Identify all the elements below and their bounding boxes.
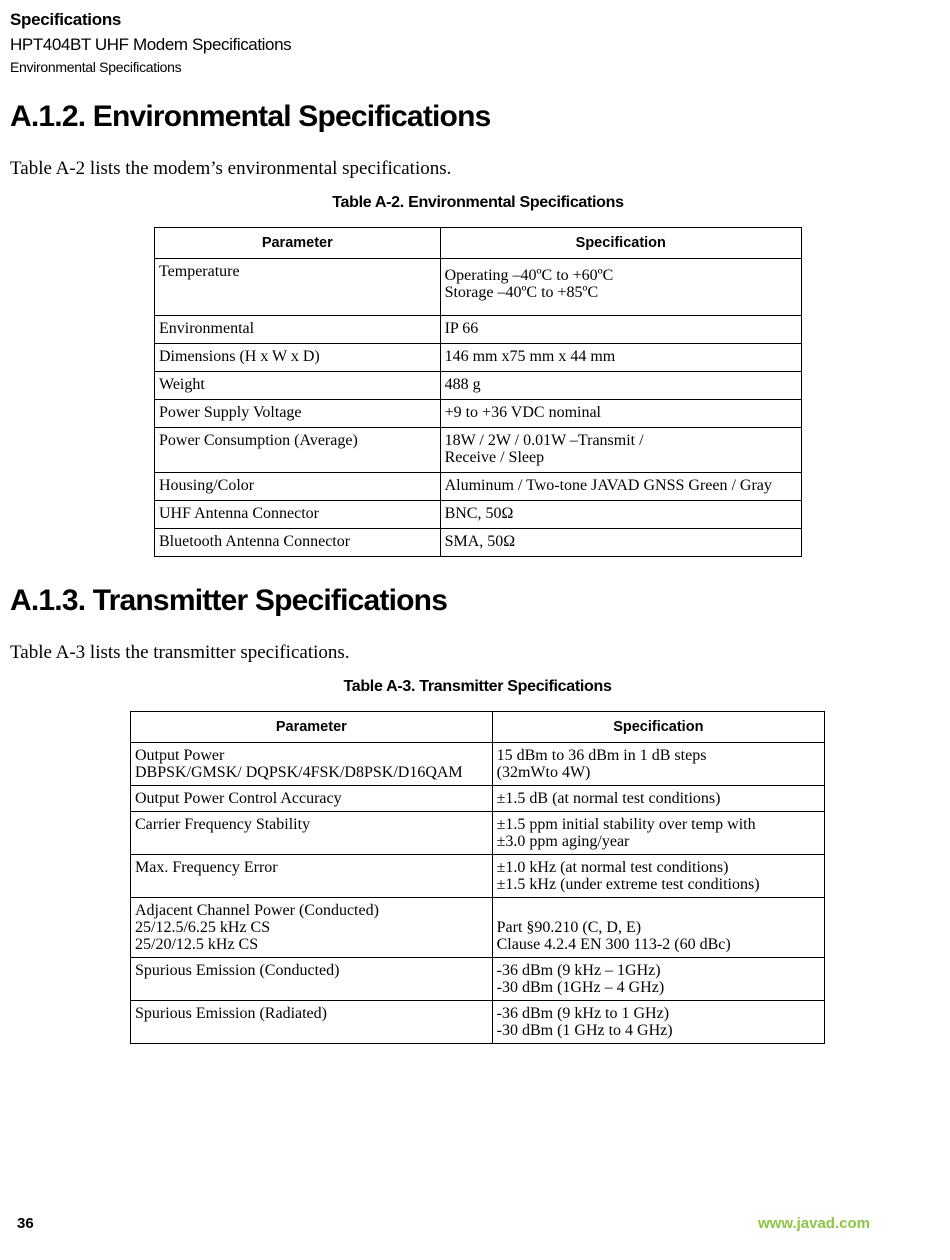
table-row: [131, 898, 825, 958]
cell-line: 25/20/12.5 kHz CS: [135, 936, 259, 953]
cell-line: SMA, 50Ω: [444, 533, 516, 550]
specification-cell: [492, 743, 824, 786]
cell-line: -36 dBm (9 kHz – 1GHz): [496, 962, 661, 979]
parameter-cell: [155, 344, 441, 372]
specification-cell: [492, 958, 824, 1001]
parameter-cell: [155, 428, 441, 473]
website-link[interactable]: www.javad.com: [758, 1215, 870, 1232]
cell-line: 25/12.5/6.25 kHz CS: [135, 919, 271, 936]
table-row: [155, 501, 802, 529]
column-header-parameter: Parameter: [155, 228, 441, 259]
specification-cell: [440, 400, 801, 428]
table-row: [131, 958, 825, 1001]
cell-line: (32mWto 4W): [496, 764, 591, 781]
cell-line: ±1.5 ppm initial stability over temp with: [496, 816, 756, 833]
specification-cell: [440, 344, 801, 372]
table-row: [155, 400, 802, 428]
parameter-cell: [155, 259, 441, 316]
cell-line: Housing/Color: [159, 477, 255, 494]
table-row: [131, 855, 825, 898]
section-heading-transmitter: A.1.3. Transmitter Specifications: [10, 584, 448, 617]
cell-line: Output Power: [135, 747, 225, 764]
cell-line: Aluminum / Two-tone JAVAD GNSS Green / Gray: [444, 477, 772, 494]
table-row: [155, 428, 802, 473]
specification-cell: [440, 529, 801, 557]
specification-cell: [492, 898, 824, 958]
running-header-chapter: Specifications: [10, 10, 122, 29]
parameter-cell: [131, 743, 493, 786]
table-header-row: [131, 712, 825, 743]
table-row: [131, 812, 825, 855]
cell-line: DBPSK/GMSK/ DQPSK/4FSK/D8PSK/D16QAM: [135, 764, 463, 781]
environmental-spec-table: [154, 227, 802, 557]
cell-line: UHF Antenna Connector: [159, 505, 319, 522]
table-row: [155, 372, 802, 400]
cell-line: Operating –40ºC to +60ºC: [444, 267, 614, 284]
cell-line: Clause 4.2.4 EN 300 113-2 (60 dBc): [496, 936, 731, 953]
specification-cell: [492, 786, 824, 812]
cell-line: Carrier Frequency Stability: [135, 816, 311, 833]
cell-line: 18W / 2W / 0.01W –Transmit /: [444, 432, 644, 449]
table-header-row: [155, 228, 802, 259]
column-header-specification: Specification: [492, 712, 824, 743]
cell-line: 488 g: [444, 376, 481, 393]
column-header-parameter: Parameter: [131, 712, 493, 743]
specification-cell: [440, 473, 801, 501]
cell-line: Weight: [159, 376, 205, 393]
transmitter-spec-table: [130, 711, 825, 1044]
cell-line: Receive / Sleep: [444, 449, 545, 466]
parameter-cell: [131, 958, 493, 1001]
specification-cell: [492, 812, 824, 855]
environmental-intro: Table A-2 lists the modem’s environmental specifications.: [10, 158, 452, 179]
cell-line: -30 dBm (1 GHz to 4 GHz): [496, 1022, 673, 1039]
cell-line: Part §90.210 (C, D, E): [496, 919, 642, 936]
parameter-cell: [131, 812, 493, 855]
table-row: [155, 316, 802, 344]
parameter-cell: [131, 786, 493, 812]
table-row: [131, 743, 825, 786]
table-row: [131, 786, 825, 812]
parameter-cell: [131, 855, 493, 898]
running-header-product: HPT404BT UHF Modem Specifications: [10, 35, 292, 54]
cell-line: Power Supply Voltage: [159, 404, 302, 421]
table-a3-caption: Table A-3. Transmitter Specifications: [343, 678, 612, 695]
table-row: [155, 529, 802, 557]
specification-cell: [440, 259, 801, 316]
cell-line: Dimensions (H x W x D): [159, 348, 320, 365]
parameter-cell: [155, 529, 441, 557]
table-row: [155, 259, 802, 316]
cell-line: Max. Frequency Error: [135, 859, 278, 876]
parameter-cell: [155, 501, 441, 529]
cell-line: +9 to +36 VDC nominal: [444, 404, 601, 421]
cell-line: ±1.0 kHz (at normal test conditions): [496, 859, 729, 876]
specification-cell: [492, 855, 824, 898]
cell-line: Power Consumption (Average): [159, 432, 358, 449]
cell-line: ±1.5 dB (at normal test conditions): [496, 790, 721, 807]
table-a2-caption: Table A-2. Environmental Specifications: [332, 194, 624, 211]
cell-line: BNC, 50Ω: [444, 505, 514, 522]
specification-cell: [440, 428, 801, 473]
section-heading-environmental: A.1.2. Environmental Specifications: [10, 100, 491, 133]
table-row: [155, 473, 802, 501]
parameter-cell: [131, 898, 493, 958]
running-header-section: Environmental Specifications: [10, 59, 182, 75]
specification-cell: [440, 316, 801, 344]
cell-line: Output Power Control Accuracy: [135, 790, 342, 807]
transmitter-intro: Table A-3 lists the transmitter specifications.: [10, 642, 350, 663]
cell-line: 15 dBm to 36 dBm in 1 dB steps: [496, 747, 707, 764]
specification-cell: [440, 501, 801, 529]
cell-line: Spurious Emission (Radiated): [135, 1005, 327, 1022]
cell-line: Environmental: [159, 320, 255, 337]
cell-line: Adjacent Channel Power (Conducted): [135, 902, 379, 919]
cell-line: -30 dBm (1GHz – 4 GHz): [496, 979, 665, 996]
specification-cell: [492, 1001, 824, 1044]
cell-line: Spurious Emission (Conducted): [135, 962, 340, 979]
cell-line: ±1.5 kHz (under extreme test conditions): [496, 876, 760, 893]
column-header-specification: Specification: [440, 228, 801, 259]
table-row: [155, 344, 802, 372]
parameter-cell: [155, 473, 441, 501]
page-number: 36: [17, 1215, 34, 1232]
specification-cell: [440, 372, 801, 400]
cell-line: ±3.0 ppm aging/year: [496, 833, 630, 850]
cell-line: Temperature: [159, 263, 240, 280]
cell-line: Bluetooth Antenna Connector: [159, 533, 351, 550]
parameter-cell: [155, 400, 441, 428]
cell-line: -36 dBm (9 kHz to 1 GHz): [496, 1005, 670, 1022]
cell-line: Storage –40ºC to +85ºC: [444, 284, 599, 301]
cell-line: 146 mm x75 mm x 44 mm: [444, 348, 616, 365]
table-row: [131, 1001, 825, 1044]
parameter-cell: [155, 316, 441, 344]
cell-line: IP 66: [444, 320, 479, 337]
parameter-cell: [155, 372, 441, 400]
cell-line: [497, 902, 820, 919]
parameter-cell: [131, 1001, 493, 1044]
